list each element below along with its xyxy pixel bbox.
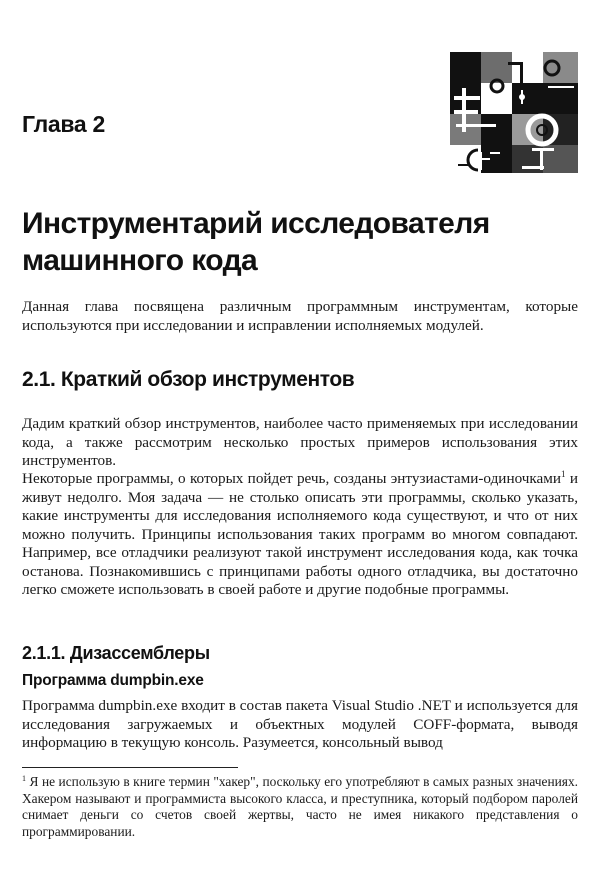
footnote bbox=[22, 774, 578, 840]
section-2-1-paragraph-2 bbox=[22, 470, 578, 600]
chapter-intro: Данная глава посвящена различным программным инструментам, которые используются при исследовании и исправлении исполняемых модулей. bbox=[22, 298, 578, 334]
section-heading-2-1-1: 2.1.1. Дизассемблеры bbox=[22, 643, 210, 663]
subsection-heading-dumpbin: Программа dumpbin.exe bbox=[22, 672, 204, 689]
footnote-reference[interactable]: 1 bbox=[561, 469, 566, 479]
section-2-1-1-paragraph: Программа dumpbin.exe входит в состав пакета Visual Studio .NET и используется для исследования загружаемых и объектных модулей COFF-формата, выводя информацию в текущую консоль. Разумеется, консольный вывод bbox=[22, 697, 578, 751]
chapter-art-icon bbox=[450, 52, 578, 173]
section-heading-2-1: 2.1. Краткий обзор инструментов bbox=[22, 368, 355, 391]
chapter-title: Инструментарий исследователя машинного кода bbox=[22, 207, 490, 277]
chapter-label: Глава 2 bbox=[22, 111, 106, 137]
footnote-text: Я не использую в книге термин "хакер", поскольку его употребляют в самых разных значениях. Хакером называют и программиста высокого класса, и преступника, который подбором паролей снимает деньги со счетов своей жертвы, часто не имея никакого представления о программировании. bbox=[22, 774, 578, 839]
footnote-divider bbox=[22, 767, 238, 768]
paragraph-text: Некоторые программы, о которых пойдет речь, созданы энтузиастами-одиночками bbox=[22, 470, 562, 487]
paragraph-text: и живут недолго. Моя задача — не столько описать эти программы, сколько указать, какие инструменты для исследования исполняемого кода существуют, и что от них можно получить. Принципы использования таких программ во многом совпадают. Например, все отладчики реализуют такой инструмент исследования кода, как точка останова. Познакомившись с принципами работы одного отладчика, вы достаточно легко сможете использовать в своей работе и другие подобные программы. bbox=[22, 470, 578, 598]
section-2-1-paragraph-1: Дадим краткий обзор инструментов, наиболее часто применяемых при исследовании кода, а также рассмотрим несколько простых примеров использования этих инструментов. bbox=[22, 415, 578, 469]
footnote-marker: 1 bbox=[22, 774, 26, 783]
